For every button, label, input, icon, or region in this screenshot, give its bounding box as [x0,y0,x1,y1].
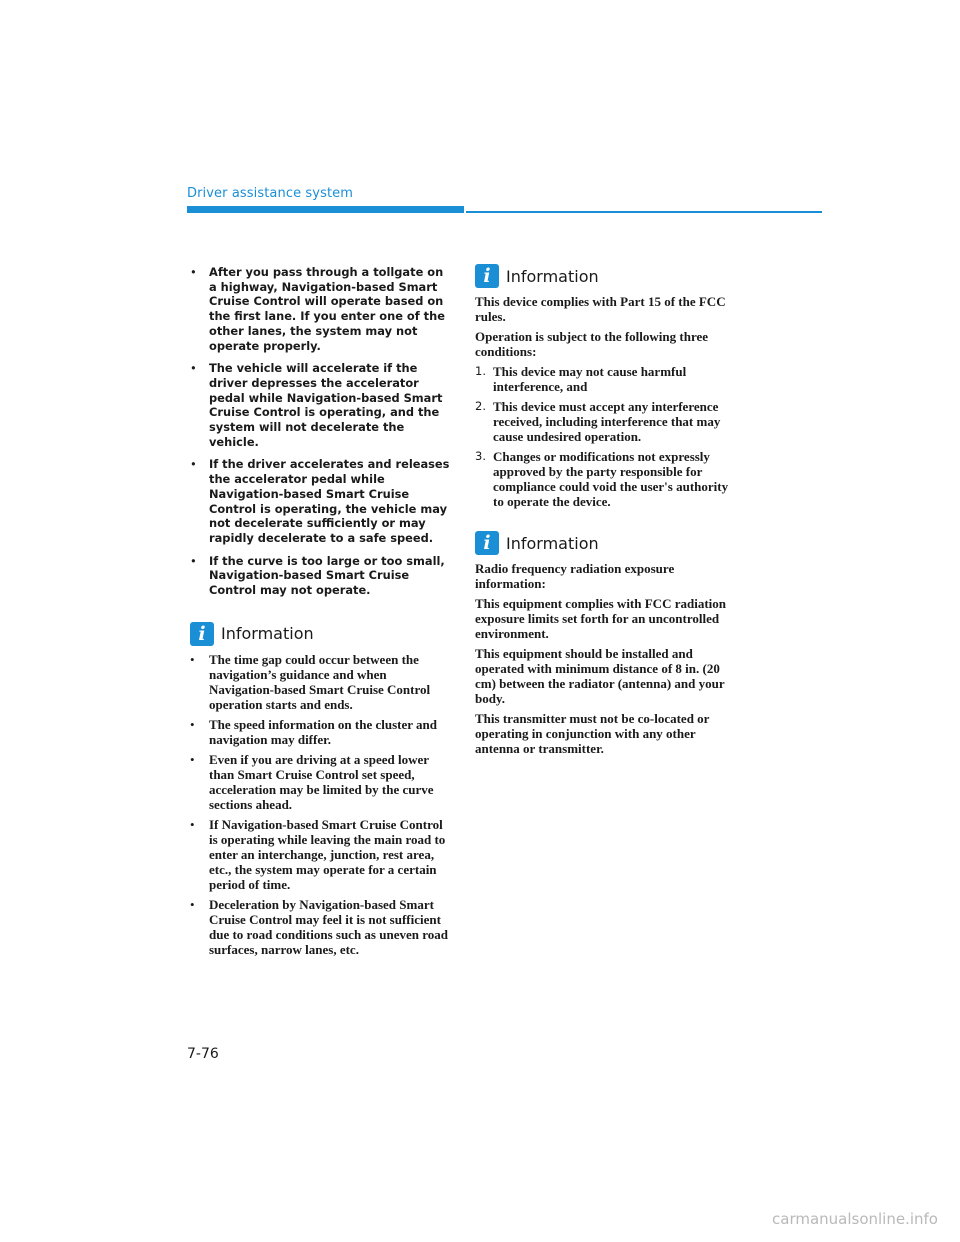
warning-item: • The vehicle will accelerate if the driver depresses the accelerator pedal while Navigation-based Smart Cruise Control is operating, and the system will not decelerate the vehicle. [190,361,452,449]
info-paragraph: This equipment should be installed and operated with minimum distance of 8 in. (20 cm) between the radiator (antenna) and your body. [475,646,725,706]
warning-item: • If the driver accelerates and releases the accelerator pedal while Navigation-based Smart Cruise Control is operating, the vehicle may not decelerate sufficiently or may rapidly decelerate to a safe speed. [190,457,452,545]
info-item: • If Navigation-based Smart Cruise Control is operating while leaving the main road to enter an interchange, junction, rest area, etc., the system may operate for a certain period of time. [190,817,452,892]
page-number: 7-76 [187,1046,219,1062]
info-title: Information [506,266,599,286]
warning-item: • After you pass through a tollgate on a highway, Navigation-based Smart Cruise Control will operate based on the first lane. If you enter one of the other lanes, the system may not operate properly. [190,265,452,353]
info-paragraph: This device complies with Part 15 of the FCC rules. [475,294,726,324]
condition-item [475,364,737,394]
info-box-2 [475,264,737,509]
info-header [190,622,452,646]
info-header [475,531,737,555]
conditions-list [475,364,737,509]
info-item: • The time gap could occur between the navigation’s guidance and when Navigation-based Smart Cruise Control operation starts and ends. [190,652,452,712]
info-icon: i [190,622,214,646]
condition-text: This device must accept any interference received, including interference that may cause undesired operation. [493,399,721,444]
info-paragraph: This equipment complies with FCC radiation exposure limits set forth for an uncontrolled environment. [475,596,726,641]
info-item: • Even if you are driving at a speed lower than Smart Cruise Control set speed, acceleration may be limited by the curve sections ahead. [190,752,452,812]
warning-item: • If the curve is too large or too small, Navigation-based Smart Cruise Control may not operate. [190,554,452,598]
info-list [190,652,452,957]
watermark: carmanualsonline.info [772,1210,938,1228]
info-item: • Deceleration by Navigation-based Smart Cruise Control may feel it is not sufficient due to road conditions such as uneven road surfaces, narrow lanes, etc. [190,897,452,957]
info-paragraph: Radio frequency radiation exposure information: [475,561,675,591]
info-box-1 [190,622,452,957]
right-column [475,264,737,761]
info-item: • The speed information on the cluster and navigation may differ. [190,717,452,747]
info-icon: i [475,264,499,288]
info-box-3 [475,531,737,756]
warning-list [190,265,452,598]
header-rule-thin [466,211,822,213]
info-header [475,264,737,288]
section-title: Driver assistance system [187,186,354,201]
header-rule-thick [187,206,464,213]
condition-number: 3. [475,449,486,463]
left-column [190,265,452,962]
condition-item [475,399,737,444]
info-paragraph: Operation is subject to the following three conditions: [475,329,709,359]
info-icon: i [475,531,499,555]
info-paragraph: This transmitter must not be co-located or operating in conjunction with any other antenna or transmitter. [475,711,710,756]
condition-text: Changes or modifications not expressly approved by the party responsible for compliance could void the user's authority to operate the device. [493,449,729,509]
condition-number: 1. [475,364,486,378]
info-title: Information [506,533,599,553]
condition-item [475,449,737,509]
info-title: Information [221,624,314,644]
condition-text: This device may not cause harmful interference, and [493,364,687,394]
condition-number: 2. [475,399,486,413]
